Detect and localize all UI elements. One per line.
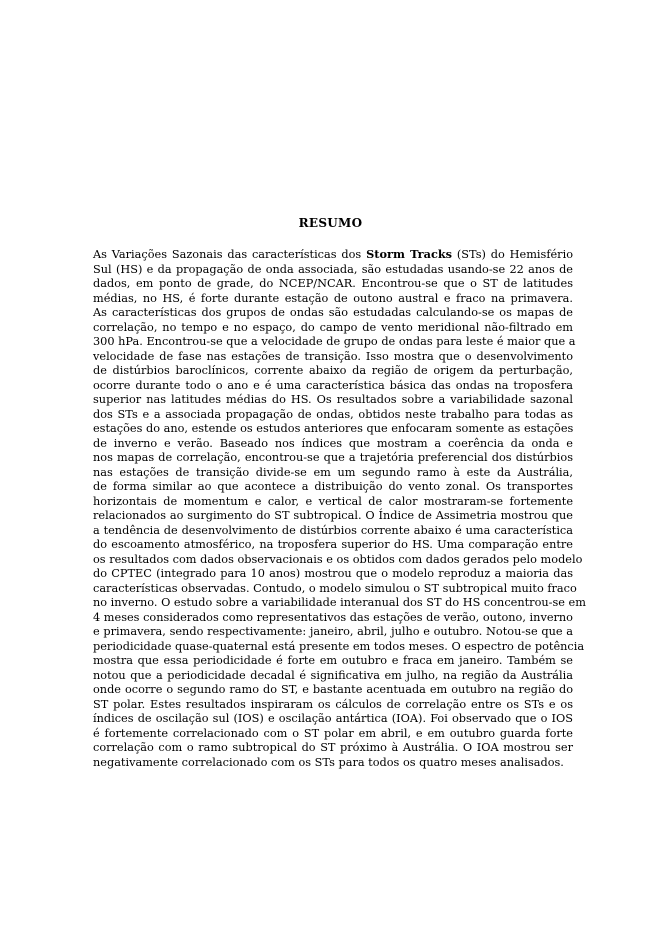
abstract-line bbox=[93, 437, 573, 452]
abstract-line bbox=[93, 422, 573, 437]
abstract-text: superior nas latitudes médias do HS. Os resultados sobre a variabilidade sazonal bbox=[93, 393, 573, 406]
abstract-text: As Variações Sazonais das características dos bbox=[93, 248, 367, 261]
abstract-text: é fortemente correlacionado com o ST polar em abril, e em outubro guarda forte bbox=[93, 726, 573, 740]
abstract-line bbox=[93, 364, 573, 379]
abstract-text: 300 hPa. Encontrou-se que a velocidade de grupo de ondas para leste é maior que a bbox=[93, 335, 576, 348]
abstract-text: As características dos grupos de ondas são estudadas calculando-se os mapas de bbox=[93, 306, 573, 319]
abstract-line bbox=[93, 335, 576, 350]
abstract-line bbox=[93, 552, 583, 568]
abstract-line bbox=[93, 350, 573, 365]
abstract-line bbox=[93, 509, 573, 524]
abstract-line bbox=[93, 524, 573, 539]
abstract-text: periodicidade quase-quaternal está presente em todos meses. O espectro de potência bbox=[93, 639, 585, 653]
abstract-line bbox=[93, 611, 573, 626]
abstract-line bbox=[93, 451, 573, 466]
abstract-line bbox=[93, 466, 573, 481]
abstract-text: relacionados ao surgimento do ST subtropical. O Índice de Assimetria mostrou que bbox=[93, 509, 573, 522]
abstract-text: notou que a periodicidade decadal é significativa em julho, na região da Austrália bbox=[93, 668, 573, 682]
abstract-text: médias, no HS, é forte durante estação de outono austral e fraco na primavera. bbox=[93, 291, 573, 305]
abstract-line bbox=[93, 393, 573, 408]
abstract-body bbox=[93, 247, 586, 770]
abstract-line bbox=[93, 247, 573, 263]
abstract-line bbox=[93, 654, 573, 669]
abstract-line bbox=[93, 756, 573, 771]
abstract-text: do CPTEC (integrado para 10 anos) mostrou que o modelo reproduz a maioria das bbox=[93, 567, 573, 580]
emphasized-term: Storm Tracks bbox=[366, 247, 453, 261]
abstract-line bbox=[93, 712, 573, 727]
abstract-text: de forma similar ao que acontece a distribuição do vento zonal. Os transportes bbox=[93, 480, 573, 493]
abstract-text: características observadas. Contudo, o modelo simulou o ST subtropical muito fraco bbox=[93, 581, 577, 595]
abstract-line bbox=[93, 596, 586, 611]
abstract-line bbox=[93, 408, 573, 423]
abstract-line bbox=[93, 669, 573, 684]
abstract-line bbox=[93, 263, 573, 278]
abstract-text: a tendência de desenvolvimento de distúrbios corrente abaixo é uma característica bbox=[93, 523, 573, 537]
abstract-text: negativamente correlacionado com os STs para todos os quatro meses analisados. bbox=[93, 755, 564, 769]
abstract-text: dos STs e a associada propagação de ondas, obtidos neste trabalho para todas as bbox=[93, 407, 573, 421]
abstract-text: 4 meses considerados como representativos das estações de verão, outono, inverno bbox=[93, 610, 573, 624]
abstract-text: índices de oscilação sul (IOS) e oscilação antártica (IOA). Foi observado que o IOS bbox=[93, 712, 573, 725]
abstract-line bbox=[93, 292, 573, 307]
abstract-line bbox=[93, 741, 573, 756]
abstract-text: e primavera, sendo respectivamente: janeiro, abril, julho e outubro. Notou-se que a bbox=[93, 625, 573, 638]
abstract-text: mostra que essa periodicidade é forte em outubro e fraca em janeiro. Também se bbox=[93, 654, 573, 667]
abstract-text: os resultados com dados observacionais e os obtidos com dados gerados pelo modelo bbox=[93, 552, 583, 566]
abstract-text: correlação, no tempo e no espaço, do campo de vento meridional não-filtrado em bbox=[93, 320, 573, 334]
abstract-text: ST polar. Estes resultados inspiraram os cálculos de correlação entre os STs e os bbox=[93, 697, 573, 711]
abstract-text: Sul (HS) e da propagação de onda associada, são estudadas usando-se 22 anos de bbox=[93, 262, 573, 276]
abstract-text: de inverno e verão. Baseado nos índices que mostram a coerência da onda e bbox=[93, 436, 573, 450]
abstract-text: ocorre durante todo o ano e é uma característica básica das ondas na troposfera bbox=[93, 378, 573, 392]
abstract-line bbox=[93, 625, 573, 640]
abstract-line bbox=[93, 480, 573, 495]
abstract-line bbox=[93, 727, 573, 742]
abstract-text: no inverno. O estudo sobre a variabilidade interanual dos ST do HS concentrou-se em bbox=[93, 596, 586, 609]
abstract-text: onde ocorre o segundo ramo do ST, e bastante acentuada em outubro na região do bbox=[93, 683, 573, 696]
abstract-text: correlação com o ramo subtropical do ST próximo à Austrália. O IOA mostrou ser bbox=[93, 741, 573, 754]
abstract-text: horizontais de momentum e calor, e vertical de calor mostraram-se fortemente bbox=[93, 494, 573, 508]
abstract-line bbox=[93, 495, 573, 510]
page-title: RESUMO bbox=[298, 216, 363, 230]
abstract-line bbox=[93, 321, 573, 336]
abstract-text: velocidade de fase nas estações de transição. Isso mostra que o desenvolvimento bbox=[93, 349, 573, 363]
abstract-line bbox=[93, 379, 573, 394]
abstract-line bbox=[93, 306, 573, 321]
abstract-text: de distúrbios baroclínicos, corrente abaixo da região de origem da perturbação, bbox=[93, 364, 573, 377]
abstract-text: nos mapas de correlação, encontrou-se que a trajetória preferencial dos distúrbios bbox=[93, 451, 573, 464]
abstract-line bbox=[93, 581, 577, 597]
abstract-text: dados, em ponto de grade, do NCEP/NCAR. Encontrou-se que o ST de latitudes bbox=[93, 277, 573, 290]
abstract-text: (STs) do Hemisfério bbox=[452, 248, 573, 261]
abstract-line bbox=[93, 538, 573, 553]
abstract-line bbox=[93, 698, 573, 713]
abstract-text: do escoamento atmosférico, na troposfera superior do HS. Uma comparação entre bbox=[93, 538, 573, 551]
abstract-line bbox=[93, 683, 573, 698]
abstract-line bbox=[93, 639, 585, 655]
abstract-text: nas estações de transição divide-se em um segundo ramo à este da Austrália, bbox=[93, 465, 573, 479]
abstract-text: estações do ano, estende os estudos anteriores que enfocaram somente as estações bbox=[93, 422, 574, 435]
abstract-line bbox=[93, 567, 573, 582]
abstract-line bbox=[93, 277, 573, 292]
